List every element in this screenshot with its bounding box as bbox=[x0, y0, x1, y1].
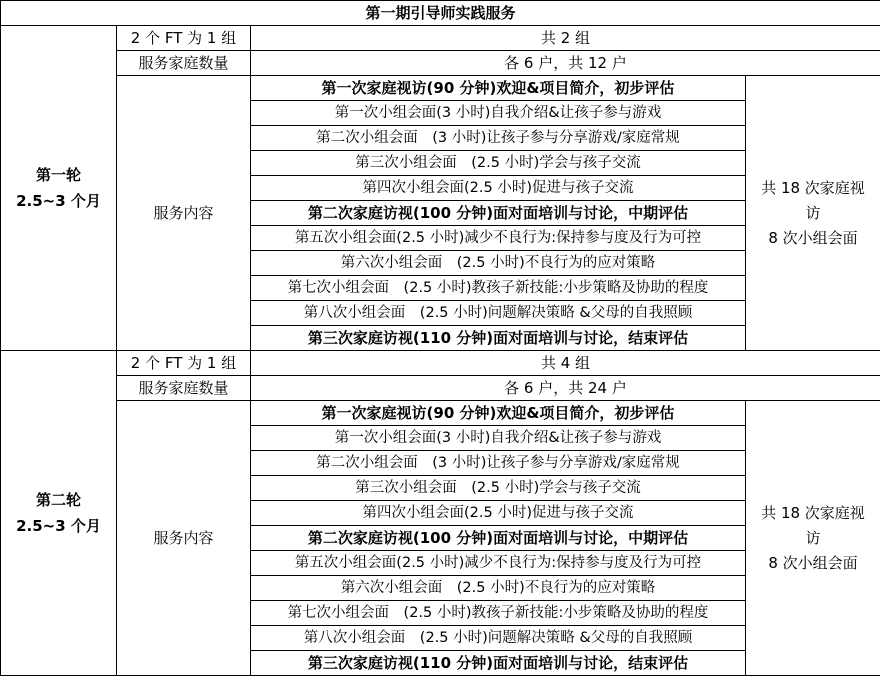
round-families-row bbox=[1, 51, 880, 76]
service-item: 第二次家庭访视(100 分钟)面对面培训与讨论，中期评估 bbox=[251, 526, 746, 551]
service-item: 第七次小组会面 (2.5 小时)教孩子新技能:小步策略及协助的程度 bbox=[251, 601, 746, 626]
summary-line: 共 18 次家庭视 bbox=[761, 503, 865, 522]
families-value: 各 6 户，共 24 户 bbox=[251, 376, 880, 401]
round-group-row bbox=[1, 26, 880, 51]
round-duration: 2.5~3 个月 bbox=[16, 192, 101, 210]
service-summary bbox=[746, 76, 880, 351]
round-families-row bbox=[1, 376, 880, 401]
service-item: 第三次家庭访视(110 分钟)面对面培训与讨论，结束评估 bbox=[251, 651, 746, 676]
group-value: 共 2 组 bbox=[251, 26, 880, 51]
round-name: 第二轮 bbox=[35, 491, 81, 509]
summary-line: 访 bbox=[805, 203, 821, 222]
families-label: 服务家庭数量 bbox=[117, 376, 251, 401]
round-name: 第一轮 bbox=[35, 166, 81, 184]
service-item: 第二次小组会面 (3 小时)让孩子参与分享游戏/家庭常规 bbox=[251, 126, 746, 151]
service-item: 第三次小组会面 (2.5 小时)学会与孩子交流 bbox=[251, 151, 746, 176]
service-item: 第一次家庭视访(90 分钟)欢迎&项目简介，初步评估 bbox=[251, 401, 746, 426]
service-item: 第二次小组会面 (3 小时)让孩子参与分享游戏/家庭常规 bbox=[251, 451, 746, 476]
families-label: 服务家庭数量 bbox=[117, 51, 251, 76]
round-label bbox=[1, 351, 117, 676]
content-label: 服务内容 bbox=[117, 76, 251, 351]
group-label: 2 个 FT 为 1 组 bbox=[117, 26, 251, 51]
summary-line: 共 18 次家庭视 bbox=[761, 178, 865, 197]
service-item: 第六次小组会面 (2.5 小时)不良行为的应对策略 bbox=[251, 251, 746, 276]
round-label bbox=[1, 26, 117, 351]
families-value: 各 6 户，共 12 户 bbox=[251, 51, 880, 76]
service-item: 第二次家庭访视(100 分钟)面对面培训与讨论，中期评估 bbox=[251, 201, 746, 226]
summary-line: 访 bbox=[805, 528, 821, 547]
group-label: 2 个 FT 为 1 组 bbox=[117, 351, 251, 376]
service-item: 第四次小组会面(2.5 小时)促进与孩子交流 bbox=[251, 176, 746, 201]
service-summary bbox=[746, 401, 880, 676]
title-row bbox=[1, 1, 880, 26]
service-item: 第八次小组会面 (2.5 小时)问题解决策略 &父母的自我照顾 bbox=[251, 301, 746, 326]
service-item: 第三次小组会面 (2.5 小时)学会与孩子交流 bbox=[251, 476, 746, 501]
service-item: 第八次小组会面 (2.5 小时)问题解决策略 &父母的自我照顾 bbox=[251, 626, 746, 651]
group-value: 共 4 组 bbox=[251, 351, 880, 376]
round-duration: 2.5~3 个月 bbox=[16, 517, 101, 535]
service-item: 第三次家庭访视(110 分钟)面对面培训与讨论，结束评估 bbox=[251, 326, 746, 351]
service-item-row bbox=[1, 76, 880, 101]
service-item: 第七次小组会面 (2.5 小时)教孩子新技能:小步策略及协助的程度 bbox=[251, 276, 746, 301]
service-item: 第五次小组会面(2.5 小时)减少不良行为:保持参与度及行为可控 bbox=[251, 551, 746, 576]
service-item: 第四次小组会面(2.5 小时)促进与孩子交流 bbox=[251, 501, 746, 526]
service-item: 第一次小组会面(3 小时)自我介绍&让孩子参与游戏 bbox=[251, 101, 746, 126]
round-group-row bbox=[1, 351, 880, 376]
service-item: 第一次小组会面(3 小时)自我介绍&让孩子参与游戏 bbox=[251, 426, 746, 451]
service-item: 第五次小组会面(2.5 小时)减少不良行为:保持参与度及行为可控 bbox=[251, 226, 746, 251]
service-item: 第六次小组会面 (2.5 小时)不良行为的应对策略 bbox=[251, 576, 746, 601]
summary-line: 8 次小组会面 bbox=[768, 228, 858, 247]
service-item-row bbox=[1, 401, 880, 426]
service-item: 第一次家庭视访(90 分钟)欢迎&项目简介，初步评估 bbox=[251, 76, 746, 101]
summary-line: 8 次小组会面 bbox=[768, 553, 858, 572]
table-title: 第一期引导师实践服务 bbox=[1, 1, 880, 26]
content-label: 服务内容 bbox=[117, 401, 251, 676]
